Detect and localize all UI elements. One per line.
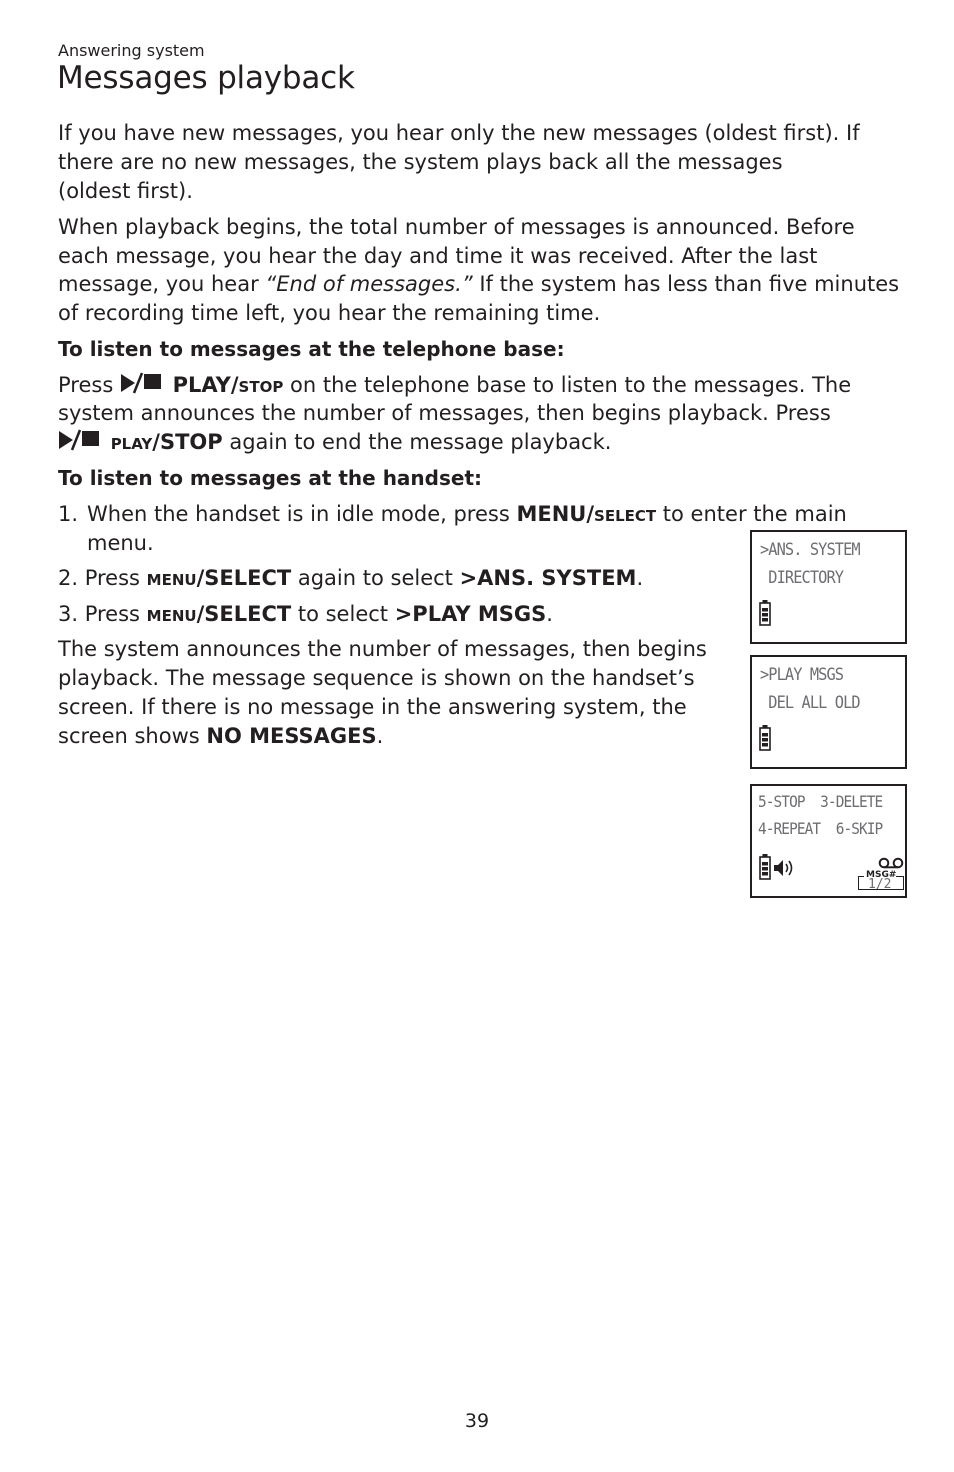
section-label: Answering system	[58, 41, 205, 60]
handset-heading: To listen to messages at the handset:	[58, 466, 483, 490]
intro-line-2: there are no new messages, the system plays back all the messages	[58, 150, 783, 174]
text-fragment: .	[376, 724, 384, 748]
text-fragment: screen shows	[58, 724, 207, 748]
text-fragment: .	[546, 602, 553, 626]
msg-count: 1/2	[868, 877, 892, 892]
page-title: Messages playback	[57, 60, 355, 96]
after-line-3: screen. If there is no message in the answering system, the	[58, 695, 687, 719]
base-heading: To listen to messages at the telephone base:	[58, 337, 565, 361]
select-label: SELECT	[594, 507, 657, 525]
lcd-line-2: DEL ALL OLD	[760, 693, 860, 713]
text-fragment: When the handset is in idle mode, press	[87, 502, 517, 526]
ans-system-target: >ANS. SYSTEM	[459, 566, 637, 590]
select-label: /SELECT	[196, 566, 292, 590]
text-fragment: to enter the main	[656, 502, 847, 526]
base-line-3	[58, 428, 611, 459]
playback-line-3	[58, 270, 899, 299]
base-line-2: system announces the number of messages, then begins playback. Press	[58, 401, 831, 425]
text-fragment: on the telephone base to listen to the messages. The	[283, 373, 852, 397]
lcd-line-1: 5-STOP 3-DELETE	[758, 792, 883, 811]
stop-label: /STOP	[152, 430, 223, 454]
battery-icon	[759, 725, 771, 755]
lcd-screen-ans-system	[750, 530, 907, 644]
lcd-line-2: 4-REPEAT 6-SKIP	[758, 819, 883, 838]
menu-label: MENU/	[516, 502, 595, 526]
text-fragment: If the system has less than five minutes	[472, 272, 900, 296]
after-line-4	[58, 722, 383, 751]
play-stop-icon	[120, 372, 166, 402]
step-1-line-2: menu.	[87, 531, 154, 555]
select-label: /SELECT	[196, 602, 292, 626]
playback-line-1: When playback begins, the total number of messages is announced. Before	[58, 215, 855, 239]
lcd-line-2: DIRECTORY	[760, 568, 844, 588]
battery-icon	[759, 854, 771, 884]
stop-label: STOP	[238, 378, 284, 396]
play-label: PLAY/	[172, 373, 239, 397]
step-1-line-1	[87, 500, 847, 531]
speaker-icon	[773, 858, 797, 882]
text-fragment: Press	[58, 373, 120, 397]
text-fragment: 2. Press	[58, 566, 147, 590]
message-counter	[858, 868, 904, 892]
lcd-line-1: >PLAY MSGS	[760, 665, 844, 685]
step-3	[58, 600, 553, 631]
text-fragment: 3. Press	[58, 602, 147, 626]
lcd-screen-play-msgs	[750, 655, 907, 769]
playback-line-4: of recording time left, you hear the remaining time.	[58, 301, 601, 325]
play-msgs-target: >PLAY MSGS	[394, 602, 547, 626]
text-fragment: to select	[291, 602, 395, 626]
text-fragment: again to select	[291, 566, 460, 590]
page-number: 39	[464, 1410, 490, 1432]
no-messages-label: NO MESSAGES	[206, 724, 377, 748]
msg-label: MSG#	[866, 870, 897, 880]
end-of-messages-quote: “End of messages.”	[265, 272, 473, 296]
intro-line-1: If you have new messages, you hear only the new messages (oldest first). If	[58, 121, 860, 145]
lcd-screen-playback	[750, 784, 907, 898]
step-2	[58, 564, 643, 595]
battery-icon	[759, 600, 771, 630]
after-line-1: The system announces the number of messages, then begins	[58, 637, 707, 661]
text-fragment: message, you hear	[58, 272, 266, 296]
playback-line-2: each message, you hear the day and time it was received. After the last	[58, 244, 818, 268]
play-stop-icon	[58, 429, 104, 459]
menu-label: MENU	[146, 607, 197, 625]
after-line-2: playback. The message sequence is shown on the handset’s	[58, 666, 695, 690]
menu-label: MENU	[146, 571, 197, 589]
intro-line-3: (oldest first).	[58, 179, 193, 203]
text-fragment: again to end the message playback.	[222, 430, 612, 454]
base-line-1	[58, 371, 851, 402]
text-fragment: .	[636, 566, 644, 590]
lcd-line-1: >ANS. SYSTEM	[760, 540, 860, 560]
play-label: PLAY	[110, 435, 153, 453]
step-1-number: 1.	[58, 502, 79, 526]
